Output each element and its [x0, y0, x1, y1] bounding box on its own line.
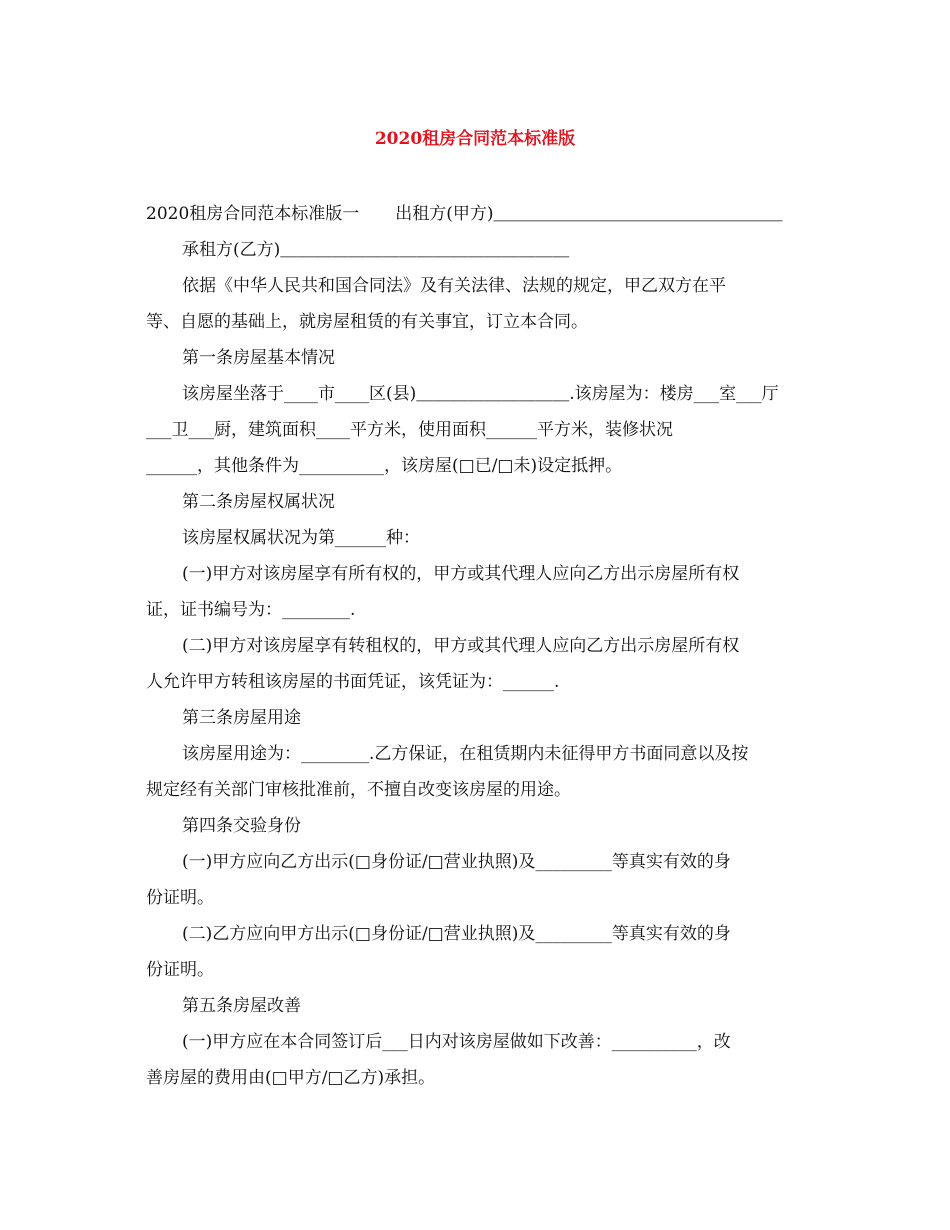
paragraph-line: 承租方(乙方)＿＿＿＿＿＿＿＿＿＿＿＿＿＿＿＿＿ [182, 240, 570, 260]
paragraph-line: 该房屋权属状况为第______种： [182, 528, 420, 548]
paragraph-line: 份证明。 [146, 960, 214, 980]
paragraph-line: 该房屋坐落于____市____区(县)＿＿＿＿＿＿＿＿＿.该房屋为：楼房___室___厅 [182, 384, 779, 404]
paragraph-line: 依据《中华人民共和国合同法》及有关法律、法规的规定，甲乙双方在平 [182, 276, 726, 296]
lessor-field-text: 出租方(甲方)＿＿＿＿＿＿＿＿＿＿＿＿＿＿＿＿＿ [395, 204, 783, 224]
section-heading: 第五条房屋改善 [182, 996, 301, 1016]
paragraph-line: (一)甲方应在本合同签订后___日内对该房屋做如下改善：__________，改 [182, 1032, 731, 1052]
paragraph-line: 人允许甲方转租该房屋的书面凭证，该凭证为：______. [146, 672, 560, 692]
section-heading: 第三条房屋用途 [182, 708, 301, 728]
paragraph-line: (二)乙方应向甲方出示(□身份证/□营业执照)及_________等真实有效的身 [182, 924, 731, 944]
paragraph-line: ______，其他条件为__________，该房屋(□已/□未)设定抵押。 [146, 456, 623, 476]
paragraph-line [146, 196, 806, 232]
paragraph-line: 该房屋用途为：________.乙方保证，在租赁期内未征得甲方书面同意以及按 [182, 744, 749, 764]
paragraph-line: 等、自愿的基础上，就房屋租赁的有关事宜，订立本合同。 [146, 312, 588, 332]
paragraph-line: (一)甲方对该房屋享有所有权的，甲方或其代理人应向乙方出示房屋所有权 [182, 564, 740, 584]
document-body [146, 196, 806, 1096]
paragraph-line: 善房屋的费用由(□甲方/□乙方)承担。 [146, 1068, 436, 1088]
document-title: 2020租房合同范本标准版 [374, 129, 576, 149]
paragraph-line: 份证明。 [146, 888, 214, 908]
section-heading: 第二条房屋权属状况 [182, 492, 335, 512]
paragraph-line: ___卫___厨，建筑面积____平方米，使用面积______平方米，装修状况 [146, 420, 673, 440]
subtitle-text: 2020租房合同范本标准版一 [146, 204, 360, 224]
section-heading: 第一条房屋基本情况 [182, 348, 335, 368]
section-heading: 第四条交验身份 [182, 816, 301, 836]
paragraph-line: 证，证书编号为：________. [146, 600, 356, 620]
paragraph-line: 规定经有关部门审核批准前，不擅自改变该房屋的用途。 [146, 780, 571, 800]
paragraph-line: (二)甲方对该房屋享有转租权的，甲方或其代理人应向乙方出示房屋所有权 [182, 636, 740, 656]
paragraph-line: (一)甲方应向乙方出示(□身份证/□营业执照)及_________等真实有效的身 [182, 852, 731, 872]
